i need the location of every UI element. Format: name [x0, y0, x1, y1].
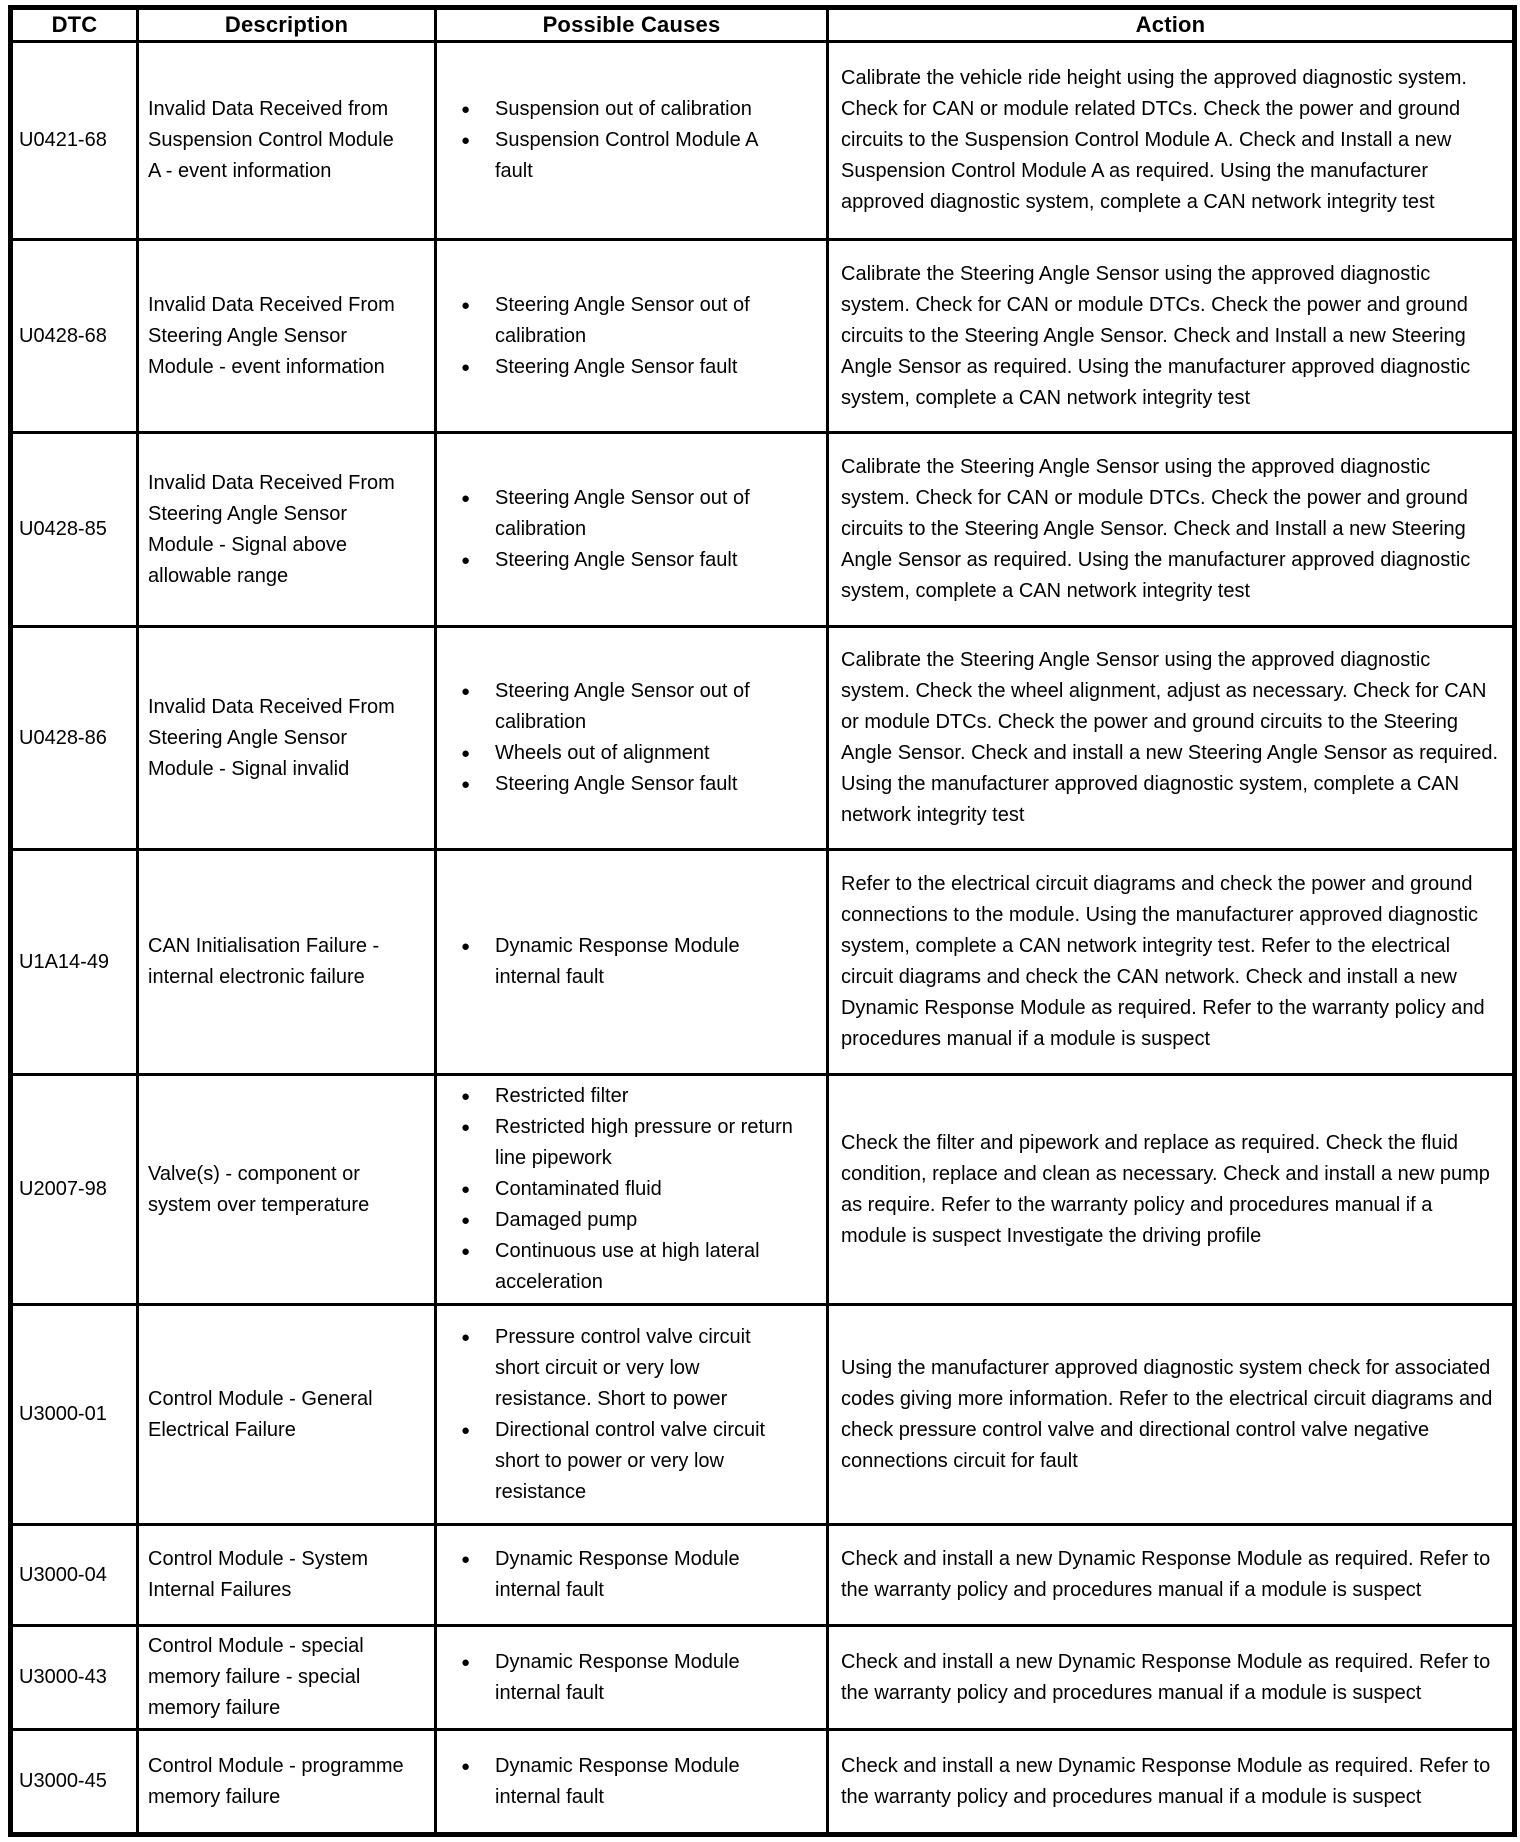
cause-item	[437, 1544, 826, 1606]
cause-item	[437, 1174, 826, 1205]
cause-item	[437, 738, 826, 769]
cause-item	[437, 290, 826, 352]
cause-item	[437, 1647, 826, 1709]
bullet-icon: ●	[461, 552, 471, 569]
cause-item	[437, 931, 826, 993]
dtc-cell: U0421-68	[11, 42, 138, 240]
dtc-cell: U0428-85	[11, 433, 138, 627]
cause-item	[437, 1081, 826, 1112]
table-row	[11, 433, 1515, 627]
cause-text: Steering Angle Sensor out of calibration	[495, 487, 750, 540]
dtc-table	[8, 5, 1517, 1837]
cause-item	[437, 1415, 826, 1508]
cause-item	[437, 769, 826, 800]
cause-text: Dynamic Response Module internal fault	[495, 935, 740, 988]
col-header-action: Action	[828, 8, 1515, 42]
cause-text: Restricted high pressure or return line pipework	[495, 1116, 793, 1169]
dtc-cell: U3000-04	[11, 1525, 138, 1626]
bullet-icon: ●	[461, 490, 471, 507]
cause-text: Steering Angle Sensor fault	[495, 773, 738, 795]
table-row	[11, 850, 1515, 1075]
bullet-icon: ●	[461, 683, 471, 700]
causes-cell	[436, 42, 828, 240]
cause-text: Steering Angle Sensor out of calibration	[495, 680, 750, 733]
dtc-cell: U0428-68	[11, 240, 138, 433]
bullet-icon: ●	[461, 745, 471, 762]
cause-text: Restricted filter	[495, 1085, 629, 1107]
bullet-icon: ●	[461, 1181, 471, 1198]
description-cell: Invalid Data Received From Steering Angle Sensor Module - event information	[138, 240, 436, 433]
table-row	[11, 1730, 1515, 1835]
description-cell: Valve(s) - component or system over temperature	[138, 1075, 436, 1305]
cause-item	[437, 1205, 826, 1236]
cause-text: Pressure control valve circuit short circuit or very low resistance. Short to power	[495, 1325, 751, 1410]
description-cell: Invalid Data Received From Steering Angle Sensor Module - Signal above allowable range	[138, 433, 436, 627]
col-header-description: Description	[138, 8, 436, 42]
cause-item	[437, 1322, 826, 1415]
cause-item	[437, 1236, 826, 1298]
action-cell: Calibrate the vehicle ride height using the approved diagnostic system. Check for CAN or module related DTCs. Check the power and ground circuits to the Suspension Control Module A. Check and Install a new Suspension Control Module A as required. Using the manufacturer approved diagnostic system, complete a CAN network integrity test	[828, 42, 1515, 240]
bullet-icon: ●	[461, 101, 471, 118]
bullet-icon: ●	[461, 1328, 471, 1346]
causes-list	[437, 1322, 826, 1508]
cause-item	[437, 545, 826, 576]
table-row	[11, 240, 1515, 433]
causes-list	[437, 483, 826, 576]
causes-list	[437, 94, 826, 187]
causes-list	[437, 1647, 826, 1709]
cause-item	[437, 125, 826, 187]
causes-list	[437, 1081, 826, 1298]
action-cell: Check and install a new Dynamic Response Module as required. Refer to the warranty policy and procedures manual if a module is suspect	[828, 1730, 1515, 1835]
description-cell: Invalid Data Received From Steering Angle Sensor Module - Signal invalid	[138, 627, 436, 850]
causes-list	[437, 1751, 826, 1813]
table-row	[11, 627, 1515, 850]
dtc-cell: U3000-43	[11, 1626, 138, 1730]
bullet-icon: ●	[461, 296, 471, 314]
cause-text: Suspension Control Module A fault	[495, 129, 758, 182]
description-cell: Invalid Data Received from Suspension Control Module A - event information	[138, 42, 436, 240]
bullet-icon: ●	[461, 1243, 471, 1260]
causes-cell	[436, 1525, 828, 1626]
bullet-icon: ●	[461, 1119, 471, 1136]
cause-text: Directional control valve circuit short to power or very low resistance	[495, 1418, 766, 1503]
causes-list	[437, 931, 826, 993]
bullet-icon: ●	[461, 938, 471, 955]
cause-text: Steering Angle Sensor fault	[495, 549, 738, 571]
action-cell: Check and install a new Dynamic Response Module as required. Refer to the warranty policy and procedures manual if a module is suspect	[828, 1525, 1515, 1626]
description-cell: Control Module - special memory failure - special memory failure	[138, 1626, 436, 1730]
col-header-dtc: DTC	[11, 8, 138, 42]
causes-cell	[436, 1305, 828, 1525]
causes-cell	[436, 1626, 828, 1730]
causes-cell	[436, 1730, 828, 1835]
dtc-cell: U3000-01	[11, 1305, 138, 1525]
table-row	[11, 42, 1515, 240]
causes-cell	[436, 850, 828, 1075]
cause-item	[437, 94, 826, 125]
causes-cell	[436, 1075, 828, 1305]
bullet-icon: ●	[461, 1551, 471, 1568]
cause-text: Contaminated fluid	[495, 1178, 662, 1200]
description-cell: Control Module - General Electrical Failure	[138, 1305, 436, 1525]
cause-text: Damaged pump	[495, 1209, 638, 1231]
action-cell: Refer to the electrical circuit diagrams and check the power and ground connections to the module. Using the manufacturer approved diagnostic system, complete a CAN network integrity test. Refer to the electrical circuit diagrams and check the CAN network. Check and install a new Dynamic Response Module as required. Refer to the warranty policy and procedures manual if a module is suspect	[828, 850, 1515, 1075]
dtc-cell: U1A14-49	[11, 850, 138, 1075]
bullet-icon: ●	[461, 1653, 471, 1671]
table-row	[11, 1075, 1515, 1305]
causes-list	[437, 290, 826, 383]
action-cell: Check the filter and pipework and replace as required. Check the fluid condition, replace and clean as necessary. Check and install a new pump as require. Refer to the warranty policy and procedures manual if a module is suspect Investigate the driving profile	[828, 1075, 1515, 1305]
cause-text: Continuous use at high lateral acceleration	[495, 1240, 760, 1293]
causes-cell	[436, 240, 828, 433]
cause-text: Suspension out of calibration	[495, 98, 752, 120]
bullet-icon: ●	[461, 132, 471, 149]
cause-text: Dynamic Response Module internal fault	[495, 1754, 740, 1808]
action-cell: Calibrate the Steering Angle Sensor using the approved diagnostic system. Check the wheel alignment, adjust as necessary. Check for CAN or module DTCs. Check the power and ground circuits to the Steering Angle Sensor. Check and install a new Steering Angle Sensor as required. Using the manufacturer approved diagnostic system, complete a CAN network integrity test	[828, 627, 1515, 850]
cause-text: Dynamic Response Module internal fault	[495, 1548, 740, 1601]
cause-text: Wheels out of alignment	[495, 742, 710, 764]
dtc-cell: U2007-98	[11, 1075, 138, 1305]
bullet-icon: ●	[461, 1421, 471, 1439]
causes-list	[437, 676, 826, 800]
description-cell: Control Module - programme memory failure	[138, 1730, 436, 1835]
description-cell: CAN Initialisation Failure - internal electronic failure	[138, 850, 436, 1075]
cause-text: Steering Angle Sensor out of calibration	[495, 293, 750, 347]
table-row	[11, 1305, 1515, 1525]
action-cell: Using the manufacturer approved diagnostic system check for associated codes giving more information. Refer to the electrical circuit diagrams and check pressure control valve and directional control valve negative connections circuit for fault	[828, 1305, 1515, 1525]
cause-item	[437, 1112, 826, 1174]
table-row	[11, 1525, 1515, 1626]
dtc-cell: U3000-45	[11, 1730, 138, 1835]
cause-text: Dynamic Response Module internal fault	[495, 1650, 740, 1704]
table-row	[11, 1626, 1515, 1730]
table-header-row	[11, 8, 1515, 42]
bullet-icon: ●	[461, 1088, 471, 1105]
causes-cell	[436, 627, 828, 850]
causes-cell	[436, 433, 828, 627]
cause-item	[437, 1751, 826, 1813]
bullet-icon: ●	[461, 776, 471, 793]
description-cell: Control Module - System Internal Failures	[138, 1525, 436, 1626]
bullet-icon: ●	[461, 1757, 471, 1775]
bullet-icon: ●	[461, 1212, 471, 1229]
dtc-cell: U0428-86	[11, 627, 138, 850]
causes-list	[437, 1544, 826, 1606]
col-header-possible-causes: Possible Causes	[436, 8, 828, 42]
cause-item	[437, 676, 826, 738]
bullet-icon: ●	[461, 358, 471, 376]
action-cell: Calibrate the Steering Angle Sensor using the approved diagnostic system. Check for CAN or module DTCs. Check the power and ground circuits to the Steering Angle Sensor. Check and Install a new Steering Angle Sensor as required. Using the manufacturer approved diagnostic system, complete a CAN network integrity test	[828, 433, 1515, 627]
action-cell: Check and install a new Dynamic Response Module as required. Refer to the warranty policy and procedures manual if a module is suspect	[828, 1626, 1515, 1730]
cause-text: Steering Angle Sensor fault	[495, 355, 738, 378]
action-cell: Calibrate the Steering Angle Sensor using the approved diagnostic system. Check for CAN or module DTCs. Check the power and ground circuits to the Steering Angle Sensor. Check and Install a new Steering Angle Sensor as required. Using the manufacturer approved diagnostic system, complete a CAN network integrity test	[828, 240, 1515, 433]
cause-item	[437, 352, 826, 383]
cause-item	[437, 483, 826, 545]
